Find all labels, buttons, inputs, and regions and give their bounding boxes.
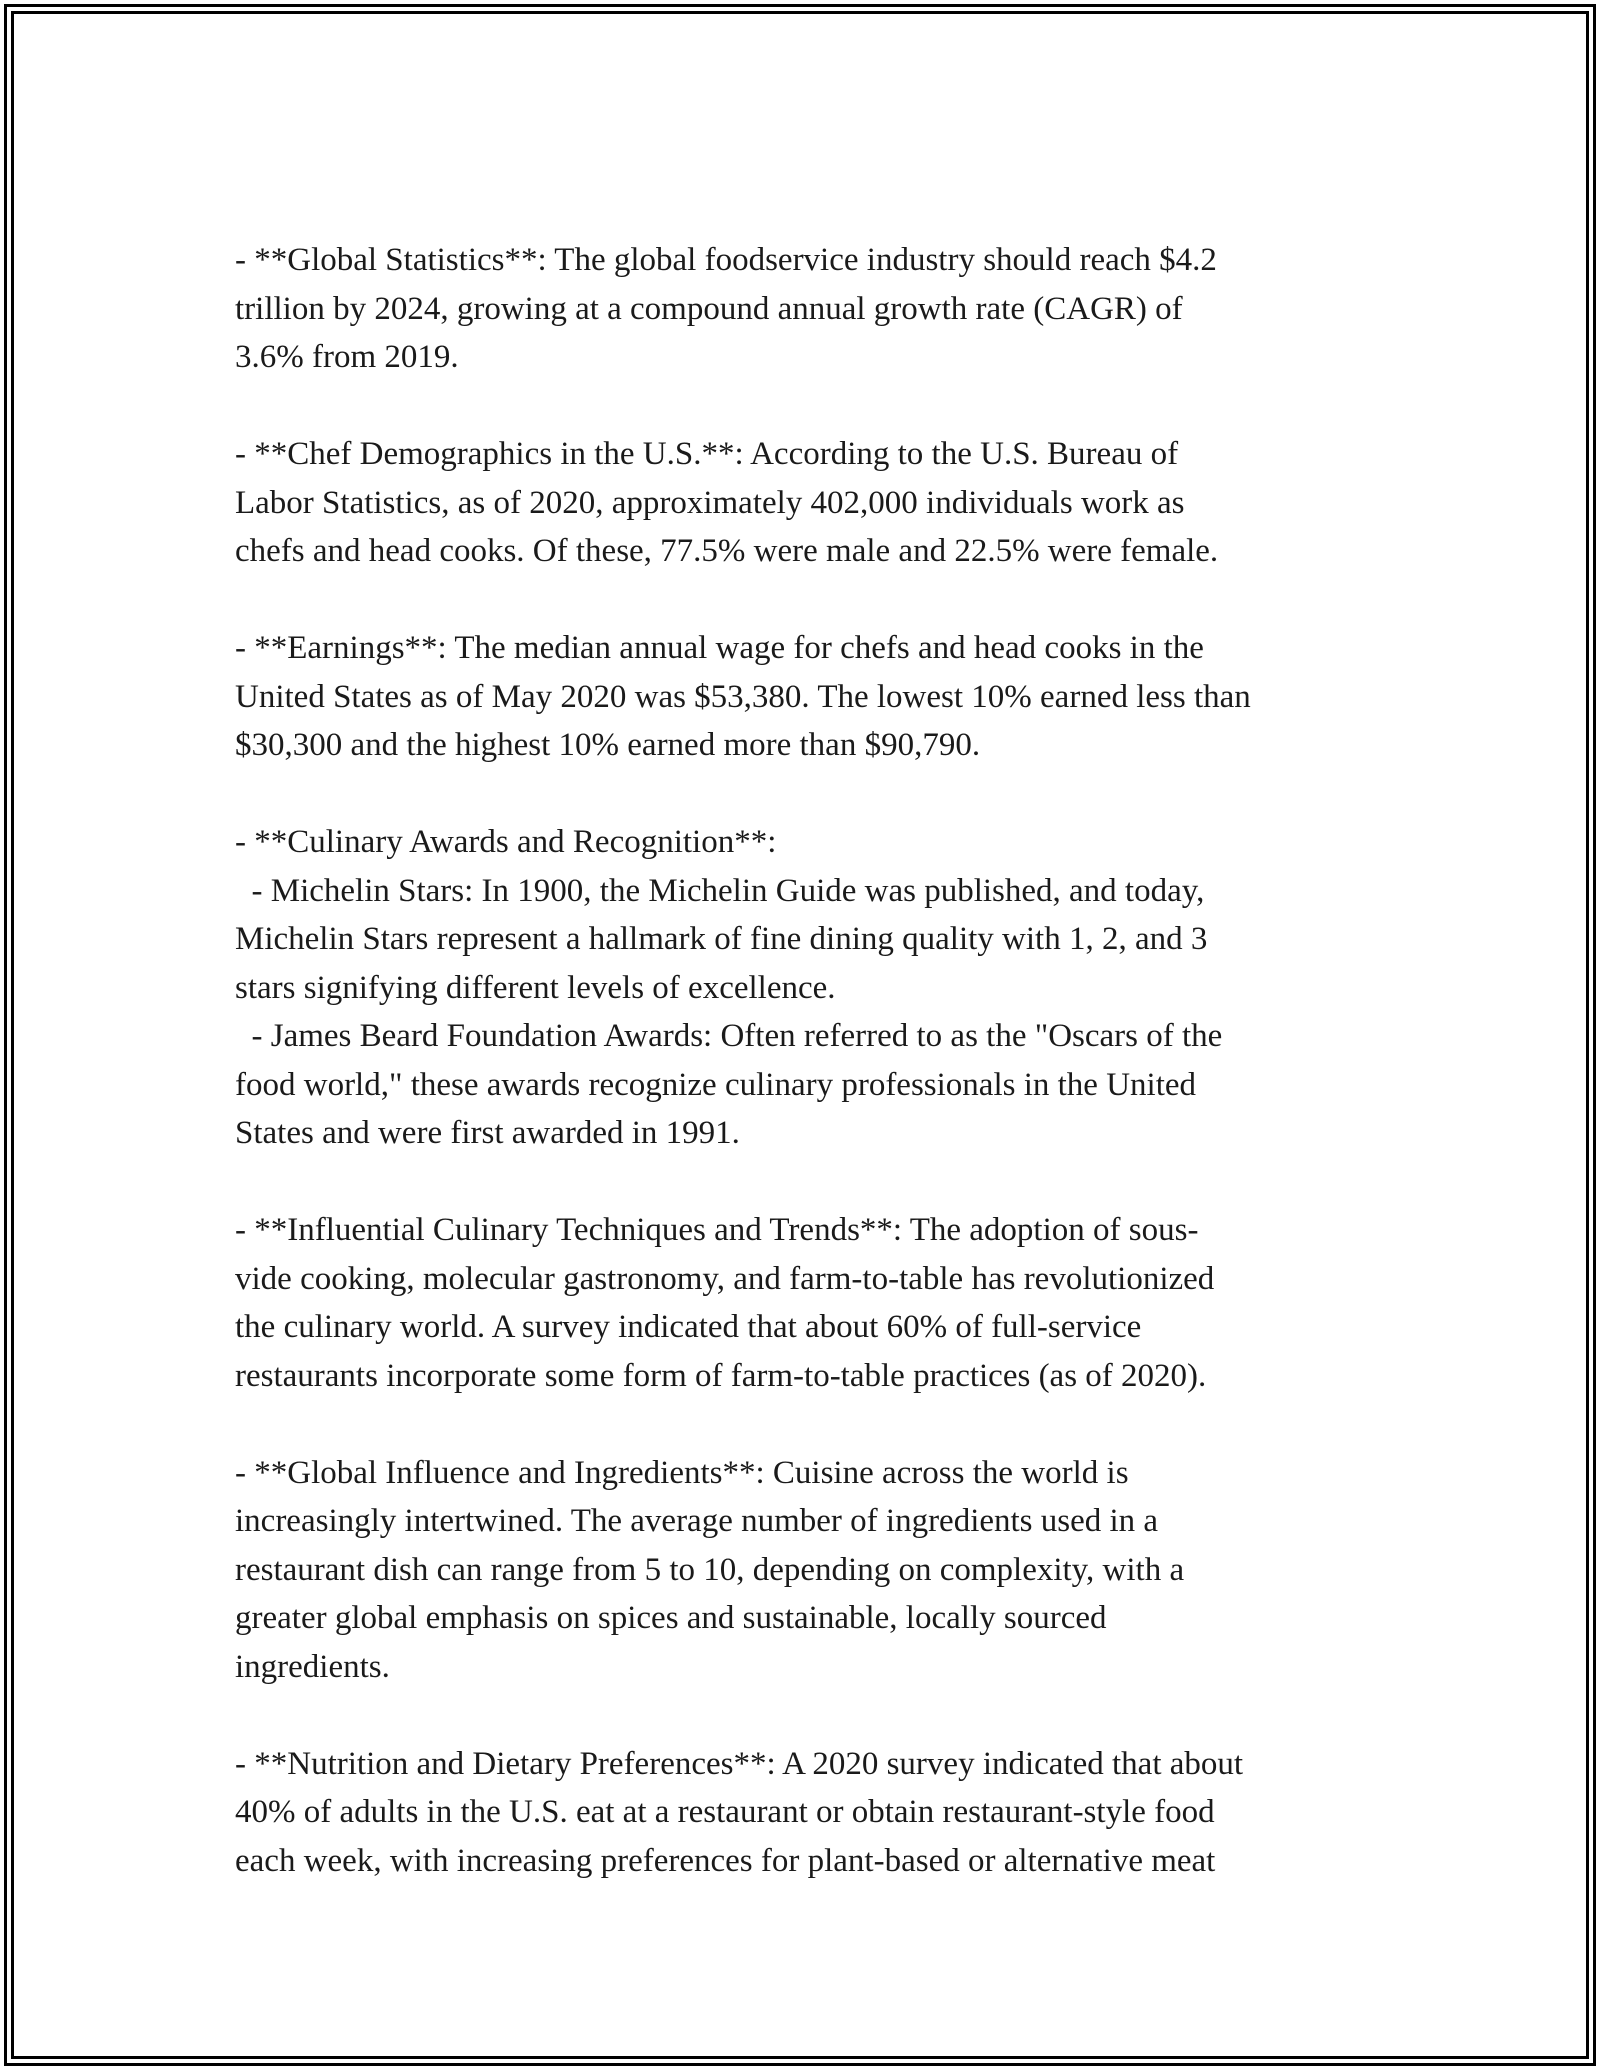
paragraph-james-beard-awards: - James Beard Foundation Awards: Often referred to as the "Oscars of the food world," these awards recognize culinary professionals in the United States and were first awarded in 1991. xyxy=(235,1018,1223,1151)
paragraph-global-influence: - **Global Influence and Ingredients**: Cuisine across the world is increasingly intertwined. The average number of ingredients used in a restaurant dish can range from 5 to 10, depending on complexity, with a greater global emphasis on spices and sustainable, locally sourced ingredients. xyxy=(235,1454,1185,1685)
paragraph-global-statistics: - **Global Statistics**: The global foodservice industry should reach $4.2 trillion by 2024, growing at a compound annual growth rate (CAGR) of 3.6% from 2019. xyxy=(235,242,1217,375)
paragraph-culinary-awards-heading: - **Culinary Awards and Recognition**: xyxy=(235,824,777,860)
paragraph-chef-demographics: - **Chef Demographics in the U.S.**: According to the U.S. Bureau of Labor Statistics, as of 2020, approximately 402,000 individuals work as chefs and head cooks. Of these, 77.5% were male and 22.5% were female. xyxy=(235,436,1219,569)
document-body xyxy=(235,236,1385,1885)
paragraph-culinary-techniques: - **Influential Culinary Techniques and Trends**: The adoption of sous- vide cooking, molecular gastronomy, and farm-to-table has revolutionized the culinary world. A survey indicated that about 60% of full-service restaurants incorporate some form of farm-to-table practices (as of 2020). xyxy=(235,1212,1215,1394)
paragraph-earnings: - **Earnings**: The median annual wage for chefs and head cooks in the United States as of May 2020 was $53,380. The lowest 10% earned less than $30,300 and the highest 10% earned more than $90,790. xyxy=(235,630,1251,763)
paragraph-nutrition-preferences: - **Nutrition and Dietary Preferences**: A 2020 survey indicated that about 40% of adults in the U.S. eat at a restaurant or obtain restaurant-style food each week, with increasing preferences for plant-based or alternative meat xyxy=(235,1745,1244,1879)
paragraph-michelin-stars: - Michelin Stars: In 1900, the Michelin Guide was published, and today, Michelin Stars represent a hallmark of fine dining quality with 1, 2, and 3 stars signifying different levels of excellence. xyxy=(235,872,1208,1006)
